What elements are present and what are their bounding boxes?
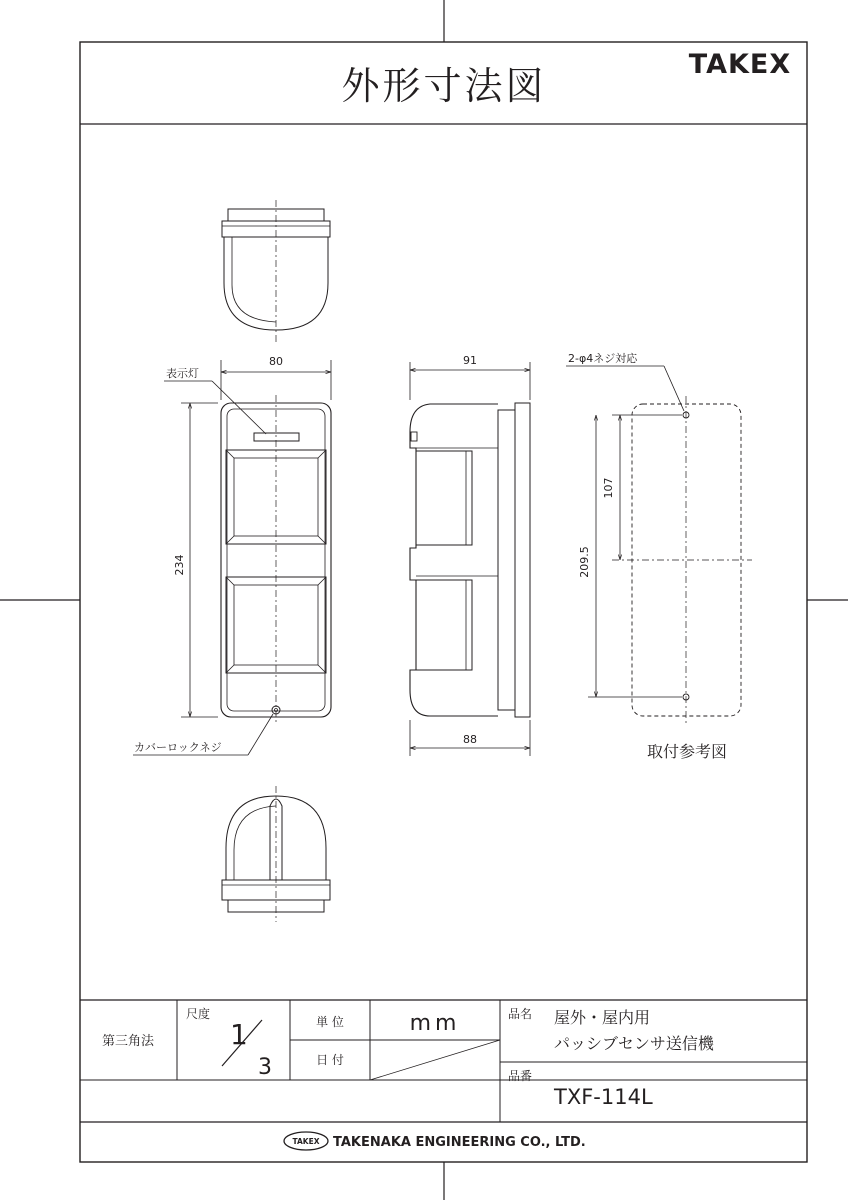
sheet-border [80,42,807,1162]
unit-value: mm [409,1011,461,1036]
unit-label: 単 位 [316,1015,344,1029]
label-cover-screw: カバーロックネジ [134,741,222,754]
drawing-title: 外形寸法図 [341,64,547,108]
title-block [80,1000,807,1150]
date-label: 日 付 [316,1053,344,1067]
product-name-line2: パッシブセンサ送信機 [554,1034,714,1053]
top-view [222,200,330,344]
dim-width: 80 [269,355,283,368]
dim-depth-top: 91 [463,354,477,367]
company-logo [284,1132,328,1150]
dim-hole-pitch-total: 209.5 [578,546,591,578]
label-mounting-ref: 取付参考図 [646,742,728,761]
dim-hole-pitch-upper: 107 [602,477,615,499]
label-indicator: 表示灯 [166,367,199,380]
part-number: TXF-114L [554,1085,653,1109]
front-view [221,395,331,725]
part-number-label: 品番 [508,1069,533,1083]
side-view [410,403,530,717]
product-name-label: 品名 [508,1007,533,1021]
scale-numerator: 1 [230,1018,248,1051]
company-name: TAKENAKA ENGINEERING CO., LTD. [333,1135,586,1150]
mounting-reference [566,351,752,761]
projection-method: 第三角法 [101,1034,155,1049]
indicator-lamp [254,433,299,441]
side-dimensions [410,354,530,756]
front-dimensions [133,355,331,755]
brand-logo: TAKEX [688,49,792,80]
scale-denominator: 3 [258,1055,272,1080]
dim-height: 234 [173,554,186,576]
bottom-view [222,786,330,922]
dim-depth-bottom: 88 [463,733,477,746]
product-name-line1: 屋外・屋内用 [554,1008,651,1027]
label-screw-holes: 2-φ4ネジ対応 [568,352,638,365]
svg-text:TAKEX: TAKEX [292,1137,320,1146]
scale-label: 尺度 [186,1007,211,1021]
